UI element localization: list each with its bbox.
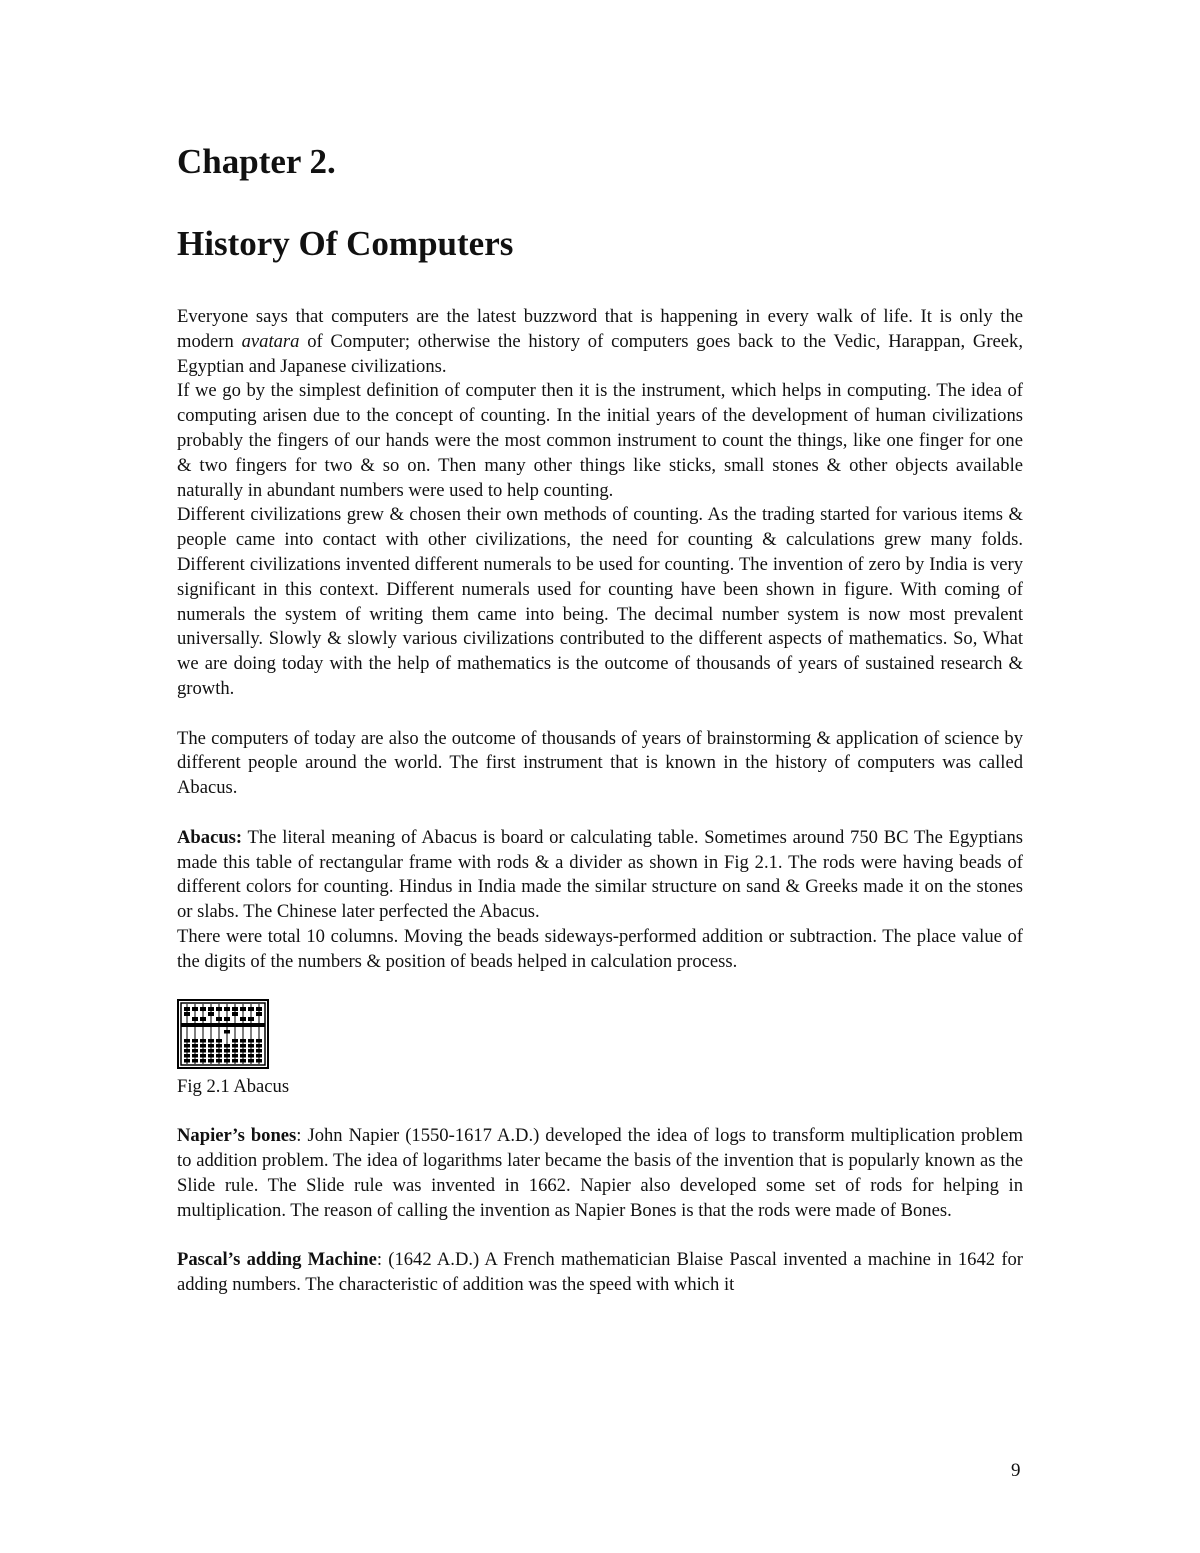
paragraph-intro-part-1: Everyone says that computers are the latest buzzword that is happening in every walk of life. It is only the modern: [177, 306, 1023, 352]
napier-description: : John Napier (1550-1617 A.D.) developed the idea of logs to transform multiplication problem to addition problem. The idea of logarithms later became the basis of the invention that is popularly known as the Slide rule. The Slide rule was invented in 1662. Napier also developed some set of rods for helping in multiplication. The reason of calling the invention as Napier Bones is that the rods were made of Bones.: [177, 1125, 1023, 1221]
spacer: [177, 801, 1023, 826]
paragraph-intro: [177, 305, 1023, 379]
pascal-description: : (1642 A.D.) A French mathematician Blaise Pascal invented a machine in 1642 for adding numbers. The characteristic of addition was the speed with which it: [177, 1249, 1023, 1295]
paragraph-abacus-columns: There were total 10 columns. Moving the beads sideways-performed addition or subtraction. The place value of the digits of the numbers & position of beads helped in calculation process.: [177, 925, 1023, 972]
paragraph-computers-today: The computers of today are also the outcome of thousands of years of brainstorming & application of science by different people around the world. The first instrument that is known in the history of computers was called Abacus.: [177, 727, 1023, 799]
paragraph-civilizations: Different civilizations grew & chosen their own methods of counting. As the trading started for various items & people came into contact with other civilizations, the need for counting & calculations grew many folds. Different civilizations invented different numerals to be used for counting. The invention of zero by India is very significant in this context. Different numerals used for counting have been shown in figure. With coming of numerals the system of writing them came into being. The decimal number system is now most prevalent universally. Slowly & slowly various civilizations contributed to the different aspects of mathematics. So, What we are doing today with the help of mathematics is the outcome of thousands of years of sustained research & growth.: [177, 504, 1023, 699]
term-abacus: Abacus:: [177, 826, 243, 848]
paragraph-napier: [177, 1124, 1023, 1223]
abacus-description: The literal meaning of Abacus is board or calculating table. Sometimes around 750 BC The Egyptians made this table of rectangular frame with rods & a divider as shown in Fig 2.1. The rods were having beads of different colors for counting. Hindus in India made the similar structure on sand & Greeks made it on the stones or slabs. The Chinese later perfected the Abacus.: [177, 826, 1023, 923]
abacus-image: [177, 999, 269, 1069]
chapter-heading-block: [177, 142, 1023, 182]
paragraph-intro-part-2: of Computer; otherwise the history of computers goes back to the Vedic, Harappan, Greek, Egyptian and Japanese civilizations.: [177, 330, 1023, 377]
paragraph-definition: If we go by the simplest definition of computer then it is the instrument, which helps in computing. The idea of computing arisen due to the concept of counting. In the initial years of the development of human civilizations probably the fingers of our hands were the most common instrument to count the things, like one finger for one & two fingers for two & so on. Then many other things like sticks, small stones & other objects available naturally in abundant numbers were used to help counting.: [177, 380, 1023, 501]
spacer: [177, 1223, 1023, 1248]
term-pascals-adding-machine: Pascal’s adding Machine: [177, 1249, 377, 1271]
chapter-heading: Chapter 2.: [177, 142, 336, 181]
body-text: [177, 305, 1023, 1298]
page-number: 9: [1011, 1460, 1021, 1481]
spacer: [177, 702, 1023, 727]
term-napiers-bones: Napier’s bones: [177, 1125, 297, 1147]
paragraph-abacus: [177, 826, 1023, 925]
figure-abacus: [177, 999, 1023, 1100]
emphasis-avatara: avatara: [241, 330, 300, 352]
figure-caption: Fig 2.1 Abacus: [177, 1075, 290, 1097]
chapter-title-block: [177, 224, 1023, 264]
chapter-title: History Of Computers: [177, 224, 514, 263]
paragraph-pascal: [177, 1248, 1023, 1298]
spacer: [177, 1099, 1023, 1124]
